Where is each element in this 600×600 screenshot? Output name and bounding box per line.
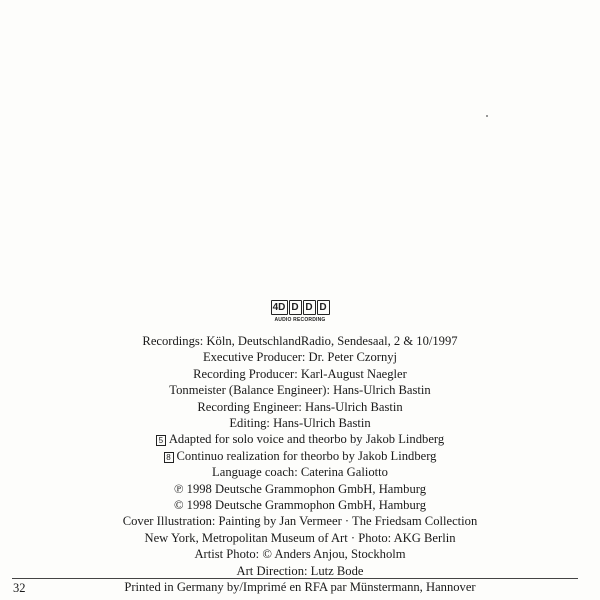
credit-line (80, 333, 520, 349)
credit-line (80, 513, 520, 529)
credit-text: Artist Photo: © Anders Anjou, Stockholm (194, 547, 406, 562)
credit-text: Cover Illustration: Painting by Jan Vermeer · The Friedsam Collection (122, 514, 478, 529)
footer-rule (12, 578, 578, 579)
credit-text: New York, Metropolitan Museum of Art · Photo: AKG Berlin (144, 530, 456, 545)
credit-line (80, 382, 520, 398)
logo-d-box-2: D (303, 300, 316, 315)
credit-text: Printed in Germany by/Imprimé en RFA par Münstermann, Hannover (124, 580, 476, 595)
credit-line (80, 349, 520, 365)
credit-text: Recording Engineer: Hans-Ulrich Bastin (197, 399, 403, 414)
credits-block (80, 333, 520, 596)
logo-d-box-3: D (317, 300, 330, 315)
logo-4d-box: 4D (271, 300, 288, 315)
track-number-box: 5 (156, 435, 166, 446)
credit-line (80, 481, 520, 497)
credit-line (80, 431, 520, 447)
credit-text: © 1998 Deutsche Grammophon GmbH, Hamburg (173, 498, 427, 513)
credit-line (80, 497, 520, 513)
logo-boxes (270, 300, 330, 315)
credit-line (80, 530, 520, 546)
credit-text: Editing: Hans-Ulrich Bastin (229, 416, 371, 431)
credit-line (80, 366, 520, 382)
credit-line (80, 399, 520, 415)
credit-line (80, 464, 520, 480)
credit-line (80, 448, 520, 464)
credit-text: Recordings: Köln, DeutschlandRadio, Sendesaal, 2 & 10/1997 (142, 334, 458, 348)
credit-text: Executive Producer: Dr. Peter Czornyj (202, 350, 398, 365)
logo-d-box-1: D (289, 300, 302, 315)
print-speck (486, 115, 488, 117)
page-number: 32 (13, 581, 26, 595)
credit-line (80, 415, 520, 431)
logo-caption: AUDIO RECORDING (274, 317, 326, 323)
credit-text: ℗ 1998 Deutsche Grammophon GmbH, Hamburg (173, 481, 427, 496)
credit-line (80, 563, 520, 579)
track-number-box: 8 (164, 452, 174, 463)
4d-audio-recording-logo (270, 300, 330, 324)
credit-text: Recording Producer: Karl-August Naegler (193, 366, 407, 381)
credit-text: Tonmeister (Balance Engineer): Hans-Ulrich Bastin (169, 383, 431, 398)
credit-text: Continuo realization for theorbo by Jakob Lindberg (176, 448, 437, 463)
credit-text: Language coach: Caterina Galiotto (212, 465, 388, 480)
credit-text: Adapted for solo voice and theorbo by Jakob Lindberg (168, 432, 445, 447)
credit-line (80, 579, 520, 595)
credit-line (80, 546, 520, 562)
credit-text: Art Direction: Lutz Bode (236, 563, 364, 578)
